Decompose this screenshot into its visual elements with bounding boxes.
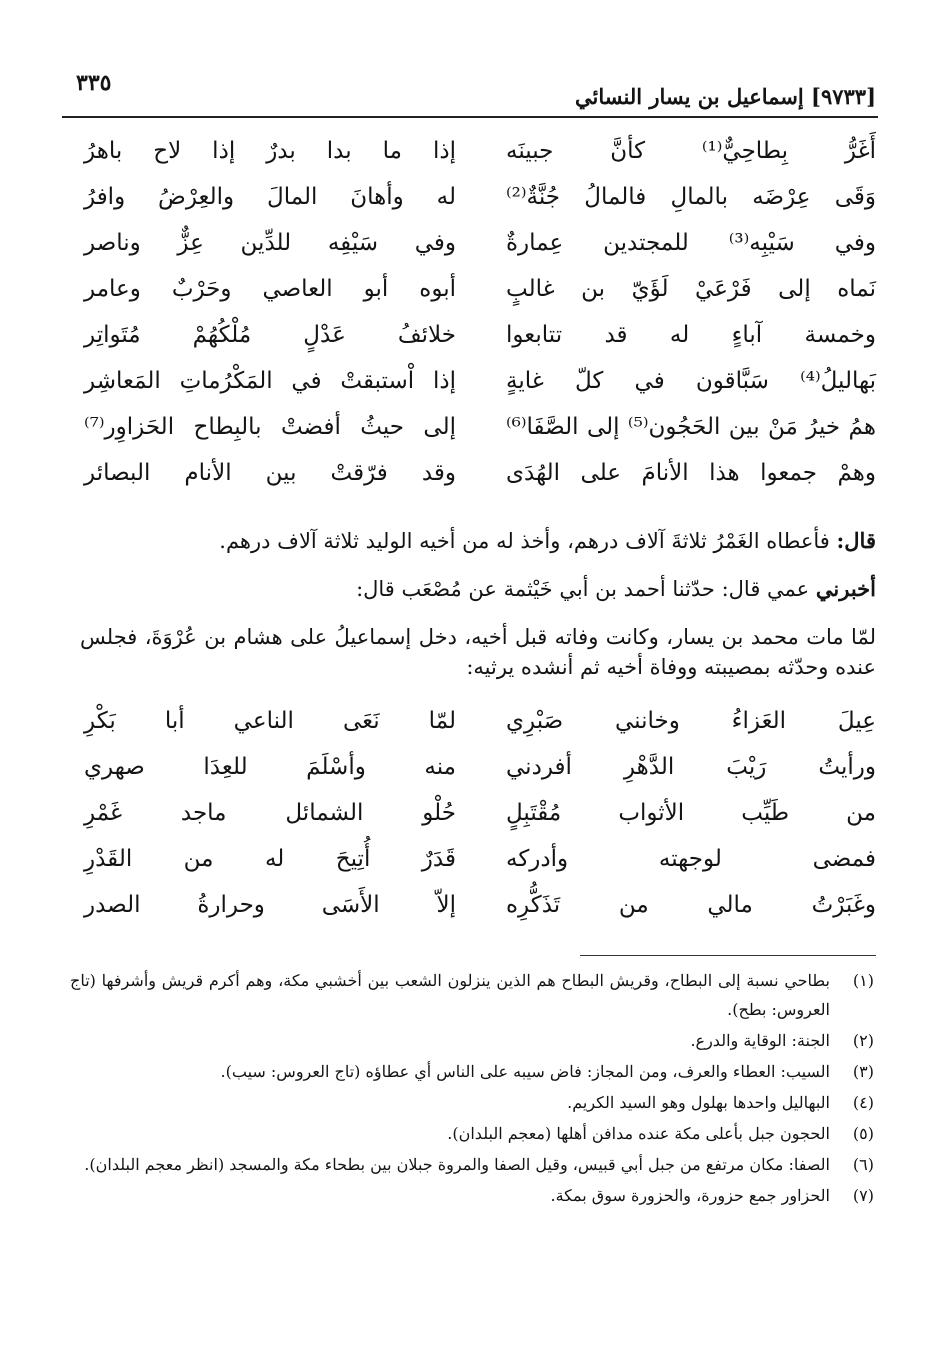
- verse-first-hemistich: وفي سَيْبِه⁽³⁾ للمجتدين عِمارةٌ: [506, 230, 876, 256]
- footnote-separator: [580, 955, 876, 956]
- footnote: [70, 966, 874, 1024]
- footnote-text: البهاليل واحدها بهلول وهو السيد الكريم.: [567, 1093, 830, 1112]
- verse-first-hemistich: عِيلَ العَزاءُ وخانني صَبْرِي: [506, 708, 876, 734]
- verse-second-hemistich: وقد فرّقتْ بين الأنام البصائر: [84, 460, 456, 486]
- footnote-text: الصفا: مكان مرتفع من جبل أبي قبيس، وقيل الصفا والمروة جبلان بين بطحاء مكة والمسجد (انظر معجم البلدان).: [84, 1155, 830, 1174]
- verse-row: [0, 846, 938, 892]
- footnote-number: (٢): [852, 1031, 874, 1050]
- verse-first-hemistich: همُ خيرُ مَنْ بين الحَجُون⁽⁵⁾ إلى الصَّفَا⁽⁶⁾: [506, 414, 876, 440]
- verse-second-hemistich: وفي سَيْفِه للدِّين عِزٌّ وناصر: [84, 230, 456, 256]
- verse-row: [0, 276, 938, 322]
- paragraph-text: عمي قال: حدّثنا أحمد بن أبي خَيْثمة عن مُصْعَب قال:: [356, 577, 810, 601]
- verse-second-hemistich: أبوه أبو العاصي وحَرْبٌ وعامر: [84, 276, 456, 302]
- footnote: [70, 1026, 874, 1055]
- verse-second-hemistich: له وأهانَ المالَ والعِرْضُ وافرُ: [84, 184, 456, 210]
- footnote-text: بطاحي نسبة إلى البطاح، وقريش البطاح هم الذين ينزلون الشعب بين أخشبي مكة، وهم أكرم قريش وأشرفها (تاج العروس: بطح).: [70, 971, 830, 1019]
- footnote-text: الحزاور جمع حزورة، والحزورة سوق بمكة.: [550, 1186, 830, 1205]
- verse-first-hemistich: وهمْ جمعوا هذا الأنامَ على الهُدَى: [506, 460, 876, 486]
- verse-second-hemistich: إذا اْستبقتْ في المَكْرُماتِ المَعاشِر: [84, 368, 456, 394]
- verse-second-hemistich: قَدَرٌ أُتِيحَ له من القَدْرِ: [84, 846, 456, 872]
- verse-row: [0, 322, 938, 368]
- prose-paragraph-narration: [80, 622, 876, 682]
- verse-first-hemistich: وخمسة آباءٍ له قد تتابعوا: [506, 322, 876, 348]
- paragraph-text: فأعطاه الغَمْرُ ثلاثةَ آلاف درهم، وأخذ له من أخيه الوليد ثلاثة آلاف درهم.: [219, 529, 830, 553]
- verse-second-hemistich: إلى حيثُ أفضتْ بالبِطاح الحَزاوِر⁽⁷⁾: [84, 414, 456, 440]
- footnote-number: (٣): [852, 1062, 874, 1081]
- verse-second-hemistich: منه وأسْلَمَ للعِدَا صهري: [84, 754, 456, 780]
- verse-first-hemistich: من طَيِّب الأثواب مُقْتَبِلٍ: [506, 800, 876, 826]
- prose-paragraph-qala: [80, 526, 876, 556]
- header-rule: [62, 116, 878, 118]
- verse-first-hemistich: نَماه إلى فَرْعَيْ لَؤَيّ بن غالبٍ: [506, 276, 876, 302]
- footnote-number: (٥): [852, 1124, 874, 1143]
- paragraph-lead-word: قال:: [836, 528, 876, 553]
- verse-row: [0, 800, 938, 846]
- verse-second-hemistich: خلائفُ عَدْلٍ مُلْكُهُمْ مُتَواتِر: [84, 322, 456, 348]
- verse-second-hemistich: حُلْو الشمائل ماجد غَمْرِ: [84, 800, 456, 826]
- verse-row: [0, 184, 938, 230]
- page-number: ٣٣٥: [76, 70, 112, 96]
- footnote: [70, 1119, 874, 1148]
- footnote: [70, 1057, 874, 1086]
- verse-first-hemistich: ورأيتُ رَيْبَ الدَّهْرِ أفردني: [506, 754, 876, 780]
- running-header-title: [٩٧٣٣] إسماعيل بن يسار النسائي: [575, 84, 876, 109]
- footnote-text: السيب: العطاء والعرف، ومن المجاز: فاض سيبه على الناس أي عطاؤه (تاج العروس: سيب).: [220, 1062, 830, 1081]
- verse-first-hemistich: وغَبَرْتُ مالي من تَذَكُّرِه: [506, 892, 876, 918]
- footnote-number: (٧): [852, 1186, 874, 1205]
- footnote-number: (٤): [852, 1093, 874, 1112]
- paragraph-lead-word: أخبرني: [815, 576, 876, 601]
- verse-row: [0, 892, 938, 938]
- verse-first-hemistich: وَقَى عِرْضَه بالمالِ فالمالُ جُنَّةٌ⁽²⁾: [506, 184, 876, 210]
- verse-row: [0, 368, 938, 414]
- verse-first-hemistich: بَهاليلُ⁽⁴⁾ سَبَّاقون في كلّ غايةٍ: [506, 368, 876, 394]
- prose-paragraph-akhbarani: [80, 574, 876, 604]
- verse-second-hemistich: لمّا نَعَى الناعي أبا بَكْرِ: [84, 708, 456, 734]
- verse-row: [0, 414, 938, 460]
- verse-row: [0, 138, 938, 184]
- verse-row: [0, 754, 938, 800]
- footnote: [70, 1181, 874, 1210]
- footnote-text: الجنة: الوقاية والدرع.: [690, 1031, 830, 1050]
- footnote: [70, 1150, 874, 1179]
- footnote-text: الحجون جبل بأعلى مكة عنده مدافن أهلها (معجم البلدان).: [447, 1124, 830, 1143]
- paragraph-text: لمّا مات محمد بن يسار، وكانت وفاته قبل أخيه، دخل إسماعيلُ على هشام بن عُرْوَةَ، فجلس عنده وحدّثه بمصيبته ووفاة أخيه ثم أنشده يرثيه:: [80, 625, 876, 679]
- footnote: [70, 1088, 874, 1117]
- verse-second-hemistich: إذا ما بدا بدرٌ إذا لاح باهرُ: [84, 138, 456, 164]
- footnote-number: (١): [852, 971, 874, 990]
- verse-first-hemistich: فمضى لوجهته وأدركه: [506, 846, 876, 872]
- verse-first-hemistich: أَغَرُّ بِطاحِيٌّ⁽¹⁾ كأنَّ جبينَه: [506, 138, 876, 164]
- footnotes: [70, 966, 874, 1212]
- verse-row: [0, 230, 938, 276]
- verse-row: [0, 708, 938, 754]
- verse-row: [0, 460, 938, 506]
- verse-second-hemistich: إلاّ الأَسَى وحرارةُ الصدر: [84, 892, 456, 918]
- footnote-number: (٦): [852, 1155, 874, 1174]
